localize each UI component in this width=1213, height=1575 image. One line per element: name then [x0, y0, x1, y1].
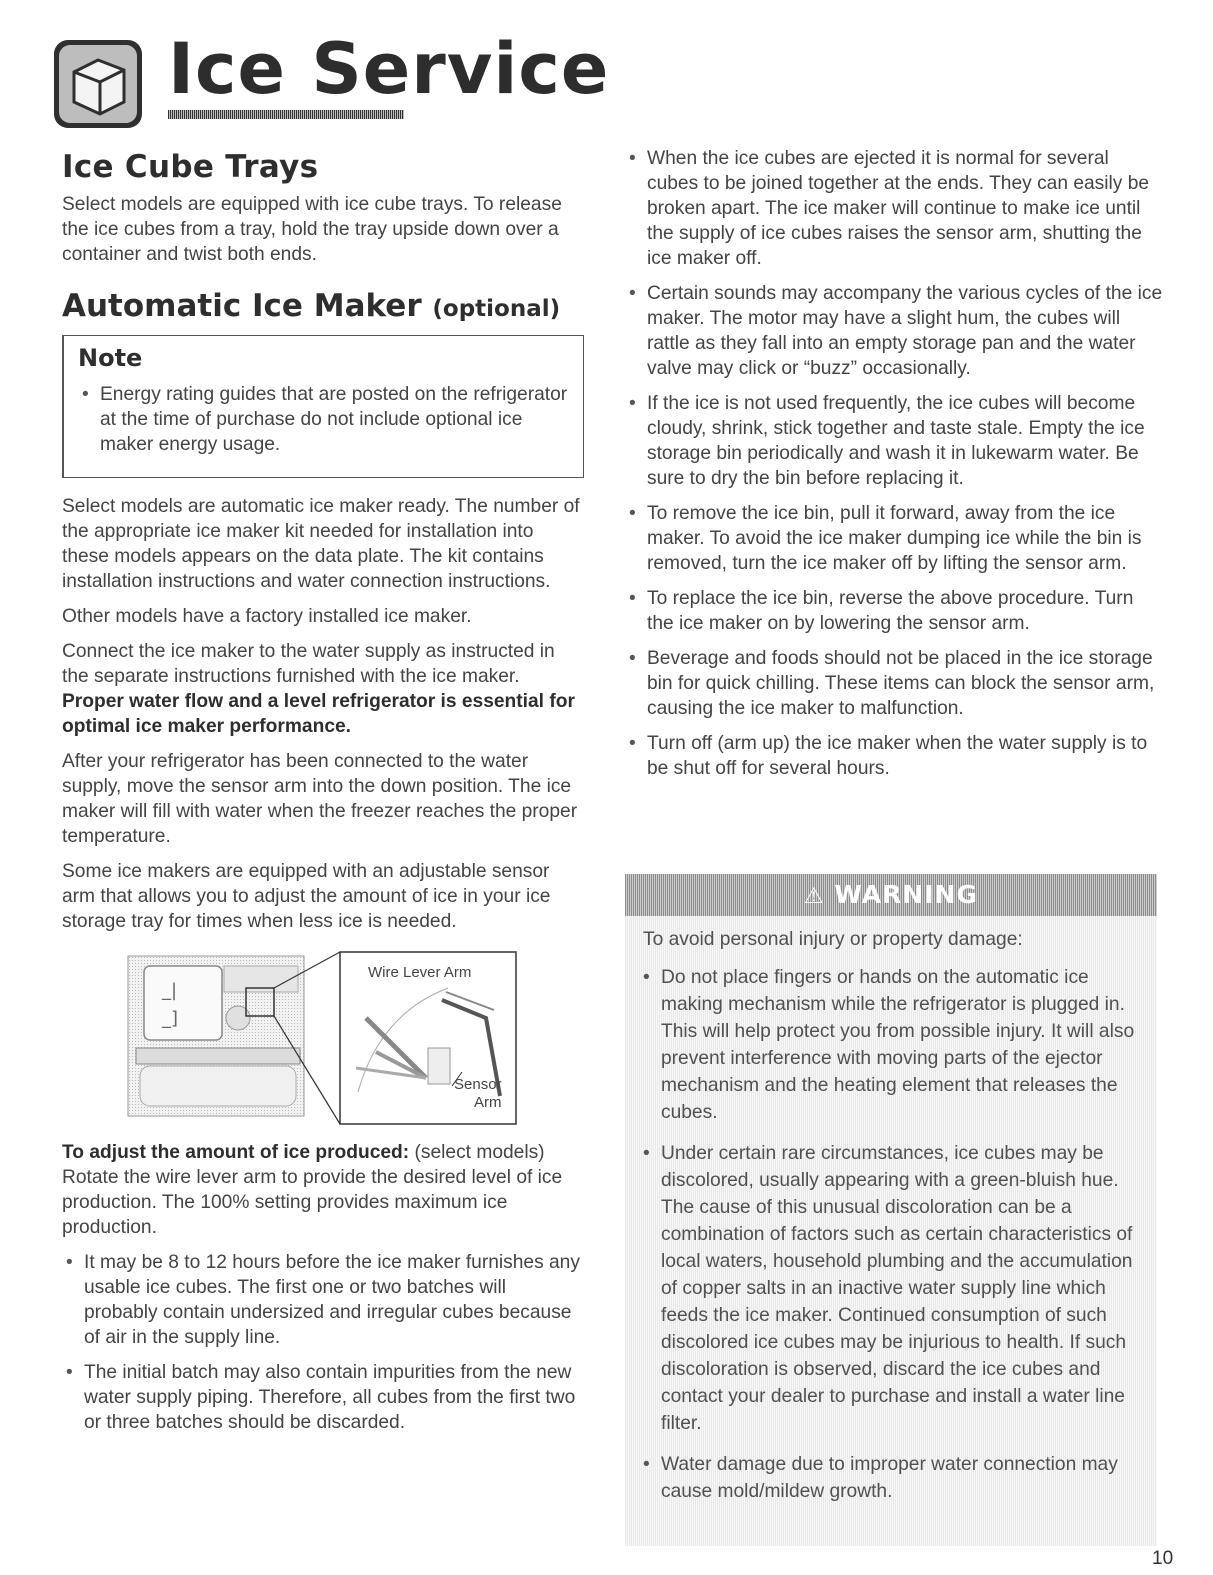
list-item: • Certain sounds may accompany the various cycles of the ice maker. The motor may have a slight hum, the cubes will rattle as they fall into an empty storage pan and the water valve may click or “buzz” occasionally. — [625, 281, 1165, 381]
adjust-lead: To adjust the amount of ice produced: — [62, 1142, 410, 1164]
connect-text: Connect the ice maker to the water supply as instructed in the separate instructions furnished with the ice maker. — [62, 641, 555, 688]
note-item: • Energy rating guides that are posted on the refrigerator at the time of purchase do not include optional ice maker energy usage. — [78, 382, 569, 457]
svg-text:_|: _| — [162, 980, 178, 1002]
ice-cube-trays-text: Select models are equipped with ice cube trays. To release the ice cubes from a tray, hold the tray upside down over a container and twist both ends. — [62, 194, 562, 266]
list-item: • The initial batch may also contain impurities from the new water supply piping. Therefore, all cubes from the first two or three batches should be discarded. — [62, 1360, 584, 1435]
warning-item: • Under certain rare circumstances, ice cubes may be discolored, usually appearing with a green-bluish hue. The cause of this unusual discoloration can be a combination of factors such as certain characteristics of local waters, household plumbing and the accumulation of copper salts in an inactive water supply line which feeds the ice maker. Continued consumption of such discolored ice cubes may be injurious to health. If such discoloration is observed, discard the ice cubes and contact your dealer to purchase and install a water line filter. — [639, 1140, 1145, 1437]
warning-triangle-icon: ⚠ — [803, 884, 825, 909]
ice-cube-icon — [52, 38, 144, 130]
right-column — [625, 146, 1165, 791]
ice-cube-trays-heading: Ice Cube Trays — [62, 149, 319, 185]
sensor-label-line1: Sensor — [454, 1076, 502, 1094]
warning-item: • Do not place fingers or hands on the automatic ice making mechanism while the refrigerator is plugged in. This will help protect you from possible injury. It will also prevent interference with moving parts of the ejector mechanism and the heating element that releases the cubes. — [639, 964, 1145, 1126]
paragraph-kit: Select models are automatic ice maker ready. The number of the appropriate ice maker kit needed for installation into these models appears on the data plate. The kit contains installation instructions and water connection instructions. — [62, 496, 580, 593]
paragraph-adjust — [62, 1140, 584, 1240]
optional-suffix: (optional) — [432, 296, 561, 323]
automatic-ice-maker-heading-text: Automatic Ice Maker — [62, 288, 422, 325]
list-item: • Turn off (arm up) the ice maker when the water supply is to be shut off for several hours. — [625, 731, 1165, 781]
paragraph-adjustable: Some ice makers are equipped with an adjustable sensor arm that allows you to adjust the amount of ice in your ice storage tray for times when less ice is needed. — [62, 861, 551, 933]
title-underline — [168, 110, 404, 119]
sensor-label-line2: Arm — [474, 1094, 502, 1112]
note-box — [62, 335, 584, 478]
warning-header — [625, 874, 1157, 916]
note-list — [78, 382, 569, 457]
warning-title — [625, 880, 1157, 909]
ice-maker-diagram — [126, 948, 526, 1128]
warning-box — [625, 874, 1157, 1546]
right-bullet-list — [625, 146, 1165, 781]
page-title: Ice Service — [168, 28, 610, 110]
wire-lever-arm-label: Wire Lever Arm — [368, 964, 472, 982]
list-item: • If the ice is not used frequently, the ice cubes will become cloudy, shrink, stick together and taste stale. Empty the ice storage bin periodically and wash it in lukewarm water. Be sure to dry the bin before replacing it. — [625, 391, 1165, 491]
adjust-text: (select models) Rotate the wire lever arm to provide the desired level of ice production. The 100% setting provides maximum ice production. — [62, 1142, 563, 1239]
list-item: • To remove the ice bin, pull it forward, away from the ice maker. To avoid the ice maker dumping ice while the bin is removed, turn the ice maker off by lifting the sensor arm. — [625, 501, 1165, 576]
warning-intro: To avoid personal injury or property damage: — [643, 929, 1023, 950]
left-column — [62, 150, 584, 1445]
list-item: • To replace the ice bin, reverse the above procedure. Turn the ice maker on by lowering the sensor arm. — [625, 586, 1165, 636]
warning-title-text: WARNING — [834, 880, 979, 909]
sensor-arm-label — [454, 1076, 502, 1112]
paragraph-factory: Other models have a factory installed ice maker. — [62, 606, 472, 628]
paragraph-sensor-down: After your refrigerator has been connected to the water supply, move the sensor arm into the down position. The ice maker will fill with water when the freezer reaches the proper temperature. — [62, 751, 578, 848]
automatic-ice-maker-heading — [62, 289, 584, 323]
warning-item: • Water damage due to improper water connection may cause mold/mildew growth. — [639, 1451, 1145, 1505]
svg-text:_]: _] — [162, 1008, 179, 1030]
list-item: • Beverage and foods should not be placed in the ice storage bin for quick chilling. These items can block the sensor arm, causing the ice maker to malfunction. — [625, 646, 1165, 721]
warning-list — [639, 964, 1145, 1519]
list-item: • It may be 8 to 12 hours before the ice maker furnishes any usable ice cubes. The first one or two batches will probably contain undersized and irregular cubes because of air in the supply line. — [62, 1250, 584, 1350]
paragraph-connect — [62, 639, 584, 739]
list-item: • When the ice cubes are ejected it is normal for several cubes to be joined together at the ends. They can easily be broken apart. The ice maker will continue to make ice until the supply of ice cubes raises the sensor arm, shutting the ice maker off. — [625, 146, 1165, 271]
page-number: 10 — [1152, 1548, 1174, 1569]
note-title: Note — [78, 344, 143, 373]
left-bullet-list — [62, 1250, 584, 1435]
connect-emphasis: Proper water flow and a level refrigerator is essential for optimal ice maker performance. — [62, 691, 575, 738]
